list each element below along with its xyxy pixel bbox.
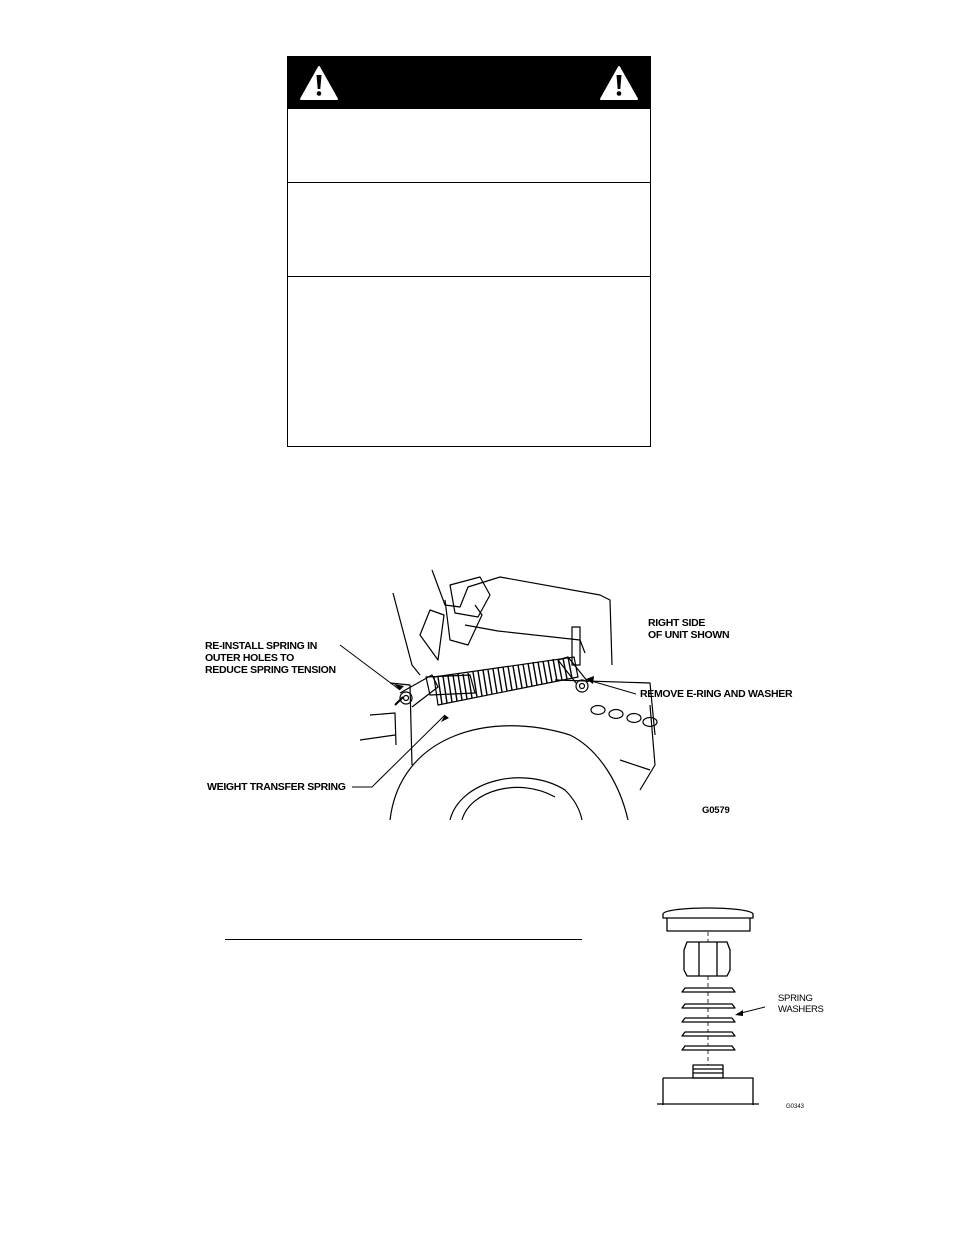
figure-id: G0579 xyxy=(702,805,730,816)
weight-transfer-spring-callout: WEIGHT TRANSFER SPRING xyxy=(207,781,346,793)
callout-line: RE-INSTALL SPRING IN xyxy=(205,640,318,652)
callout-line: REDUCE SPRING TENSION xyxy=(205,664,336,676)
callout-line: OF UNIT SHOWN xyxy=(648,629,730,641)
callout-line: OUTER HOLES TO xyxy=(205,652,294,664)
reinstall-spring-callout xyxy=(205,640,336,676)
figure-id: G0343 xyxy=(786,1104,805,1110)
right-side-callout xyxy=(648,617,729,641)
remove-ering-callout: REMOVE E-RING AND WASHER xyxy=(640,688,793,700)
heading-underline xyxy=(225,939,582,940)
spring-washers-callout xyxy=(778,993,824,1015)
callout-line: SPRING xyxy=(778,993,813,1004)
spring-washers-illustration xyxy=(655,900,765,1110)
callout-line: WASHERS xyxy=(778,1004,824,1015)
callout-line: RIGHT SIDE xyxy=(648,617,706,629)
